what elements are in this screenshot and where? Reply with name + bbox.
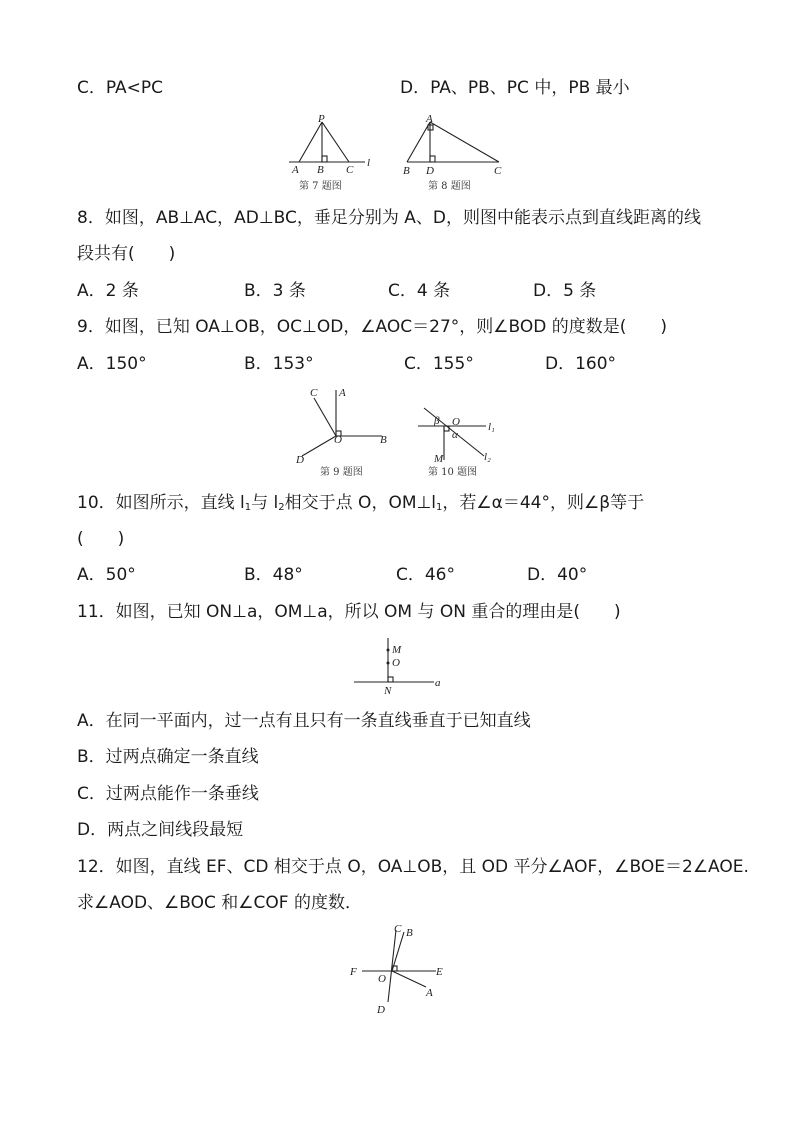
fig12-label-b: B xyxy=(406,927,413,939)
fig12-label-e: E xyxy=(436,966,443,978)
fig8-label-d: D xyxy=(426,165,434,177)
q8-stem-line2: 段共有( ) xyxy=(77,244,176,264)
fig12-label-f: F xyxy=(350,966,357,978)
q12-stem-line1: 12．如图，直线 EF、CD 相交于点 O，OA⊥OB，且 OD 平分∠AOF，∠BOE＝2∠AOE. xyxy=(77,857,749,877)
fig7-caption: 第 7 题图 xyxy=(299,181,342,192)
fig7-label-l: l xyxy=(367,157,371,169)
figure-9 xyxy=(292,384,402,478)
fig8-caption: 第 8 题图 xyxy=(428,181,471,192)
fig10-label-alpha: α xyxy=(452,429,458,441)
q10-option-d: D．40° xyxy=(527,565,588,585)
figure-7 xyxy=(285,114,375,194)
q7-option-c: C．PA<PC xyxy=(77,78,164,98)
fig12-label-a: A xyxy=(426,987,433,999)
q7-option-d: D．PA、PB、PC 中，PB 最小 xyxy=(400,78,630,98)
q10-option-c: C．46° xyxy=(396,565,456,585)
fig9-label-d: D xyxy=(296,454,304,466)
fig9-label-a: A xyxy=(339,387,346,399)
fig7-label-b: B xyxy=(317,164,324,176)
fig12-label-c: C xyxy=(394,923,402,935)
fig10-label-o: O xyxy=(452,416,460,428)
fig12-label-d: D xyxy=(377,1004,385,1016)
fig7-label-a: A xyxy=(292,164,299,176)
q8-option-c: C．4 条 xyxy=(388,281,451,301)
q11-stem: 11．如图，已知 ON⊥a，OM⊥a，所以 OM 与 ON 重合的理由是( ) xyxy=(77,602,621,622)
q8-stem-line1: 8．如图，AB⊥AC，AD⊥BC，垂足分别为 A、D，则图中能表示点到直线距离的线 xyxy=(77,208,702,228)
fig9-label-b: B xyxy=(380,434,387,446)
fig11-label-m: M xyxy=(392,644,402,656)
fig8-label-b: B xyxy=(403,165,410,177)
fig10-label-l2: l₂ xyxy=(484,451,491,463)
fig11-label-n: N xyxy=(384,685,392,697)
q10-option-a: A．50° xyxy=(77,565,136,585)
fig11-label-o: O xyxy=(392,657,400,669)
q9-stem: 9．如图，已知 OA⊥OB，OC⊥OD，∠AOC＝27°，则∠BOD 的度数是( ) xyxy=(77,317,668,337)
fig11-label-a: a xyxy=(435,677,441,689)
q11-option-d: D．两点之间线段最短 xyxy=(77,820,244,840)
q11-option-c: C．过两点能作一条垂线 xyxy=(77,784,259,804)
fig7-label-p: P xyxy=(318,113,325,125)
figure-10 xyxy=(414,384,504,478)
q10-option-b: B．48° xyxy=(244,565,303,585)
fig8-label-a: A xyxy=(426,113,433,125)
q10-stem-line2: ( ) xyxy=(77,529,125,549)
q12-stem-line2: 求∠AOD、∠BOC 和∠COF 的度数． xyxy=(77,893,362,913)
fig10-label-m: M xyxy=(434,453,444,465)
fig10-label-beta: β xyxy=(434,415,440,427)
figure-12 xyxy=(344,920,454,1020)
fig8-label-c: C xyxy=(494,165,502,177)
q10-stem-line1: 10．如图所示，直线 $l_1$与 $l_2$相交于点 O，$OM\perp l_1$，若∠α＝44°，则∠β等于 xyxy=(77,493,645,513)
figure-8 xyxy=(400,114,510,194)
fig10-caption: 第 10 题图 xyxy=(428,467,478,478)
fig7-label-c: C xyxy=(346,164,354,176)
q9-option-c: C．155° xyxy=(404,354,474,374)
q8-option-a: A．2 条 xyxy=(77,281,139,301)
q9-option-d: D．160° xyxy=(545,354,617,374)
fig10-label-l1: l₁ xyxy=(488,421,495,433)
q9-option-a: A．150° xyxy=(77,354,147,374)
q8-option-b: B．3 条 xyxy=(244,281,306,301)
fig9-caption: 第 9 题图 xyxy=(320,467,363,478)
q8-option-d: D．5 条 xyxy=(533,281,597,301)
fig9-label-c: C xyxy=(310,387,318,399)
fig12-label-o: O xyxy=(378,973,386,985)
q9-option-b: B．153° xyxy=(244,354,314,374)
fig9-label-o: O xyxy=(334,434,342,446)
q11-option-b: B．过两点确定一条直线 xyxy=(77,747,259,767)
figure-11 xyxy=(350,635,450,697)
q11-option-a: A．在同一平面内，过一点有且只有一条直线垂直于已知直线 xyxy=(77,711,531,731)
